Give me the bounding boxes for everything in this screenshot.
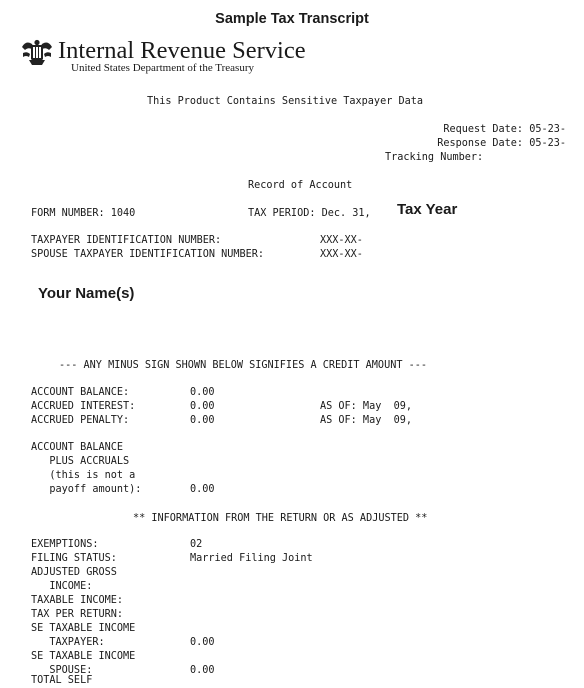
tin-value: XXX-XX- bbox=[320, 235, 363, 246]
se-spouse-label-line2: SPOUSE: bbox=[31, 665, 93, 676]
accrued-penalty-label: ACCRUED PENALTY: bbox=[31, 415, 130, 426]
response-date: Response Date: 05-23- bbox=[437, 138, 566, 149]
tax-period: TAX PERIOD: Dec. 31, bbox=[248, 208, 371, 219]
irs-wordmark: Internal Revenue Service bbox=[58, 37, 306, 64]
request-date: Request Date: 05-23- bbox=[443, 124, 566, 135]
tin-label: TAXPAYER IDENTIFICATION NUMBER: bbox=[31, 235, 222, 246]
tax-year-placeholder: Tax Year bbox=[397, 201, 458, 218]
filing-status-label: FILING STATUS: bbox=[31, 553, 117, 564]
spouse-tin-label: SPOUSE TAXPAYER IDENTIFICATION NUMBER: bbox=[31, 249, 265, 260]
your-name-placeholder: Your Name(s) bbox=[38, 285, 135, 302]
tracking-number: Tracking Number: bbox=[385, 152, 484, 163]
sensitive-data-notice: This Product Contains Sensitive Taxpayer Data bbox=[147, 96, 424, 107]
accrued-interest-value: 0.00 bbox=[190, 401, 215, 412]
accrued-penalty-asof: AS OF: May 09, bbox=[320, 415, 413, 426]
return-info-notice: ** INFORMATION FROM THE RETURN OR AS ADJUSTED ** bbox=[133, 513, 428, 524]
accrued-interest-label: ACCRUED INTEREST: bbox=[31, 401, 136, 412]
accrued-interest-asof: AS OF: May 09, bbox=[320, 401, 413, 412]
se-spouse-value: 0.00 bbox=[190, 665, 215, 676]
spouse-tin-value: XXX-XX- bbox=[320, 249, 363, 260]
account-balance-value: 0.00 bbox=[190, 387, 215, 398]
record-title: Record of Account bbox=[248, 180, 353, 191]
se-taxpayer-label-line2: TAXPAYER: bbox=[31, 637, 105, 648]
form-number: FORM NUMBER: 1040 bbox=[31, 208, 136, 219]
accrued-penalty-value: 0.00 bbox=[190, 415, 215, 426]
filing-status-value: Married Filing Joint bbox=[190, 553, 313, 564]
agi-label-line1: ADJUSTED GROSS bbox=[31, 567, 117, 578]
irs-department: United States Department of the Treasury bbox=[71, 62, 254, 74]
exemptions-label: EXEMPTIONS: bbox=[31, 539, 99, 550]
credit-amount-notice: --- ANY MINUS SIGN SHOWN BELOW SIGNIFIES A CREDIT AMOUNT --- bbox=[59, 360, 428, 371]
document-title: Sample Tax Transcript bbox=[215, 11, 369, 27]
agi-label-line2: INCOME: bbox=[31, 581, 93, 592]
balance-plus-accruals-line3: (this is not a bbox=[31, 470, 136, 481]
exemptions-value: 02 bbox=[190, 539, 203, 550]
se-spouse-label-line1: SE TAXABLE INCOME bbox=[31, 651, 136, 662]
balance-plus-accruals-line1: ACCOUNT BALANCE bbox=[31, 442, 124, 453]
irs-eagle-logo-icon bbox=[20, 38, 54, 66]
se-taxpayer-label-line1: SE TAXABLE INCOME bbox=[31, 623, 136, 634]
tax-per-return-label: TAX PER RETURN: bbox=[31, 609, 124, 620]
balance-plus-accruals-line2: PLUS ACCRUALS bbox=[31, 456, 130, 467]
account-balance-label: ACCOUNT BALANCE: bbox=[31, 387, 130, 398]
balance-plus-accruals-line4: payoff amount): bbox=[31, 484, 142, 495]
total-self-label: TOTAL SELF bbox=[31, 675, 93, 686]
balance-plus-accruals-value: 0.00 bbox=[190, 484, 215, 495]
taxable-income-label: TAXABLE INCOME: bbox=[31, 595, 124, 606]
se-taxpayer-value: 0.00 bbox=[190, 637, 215, 648]
